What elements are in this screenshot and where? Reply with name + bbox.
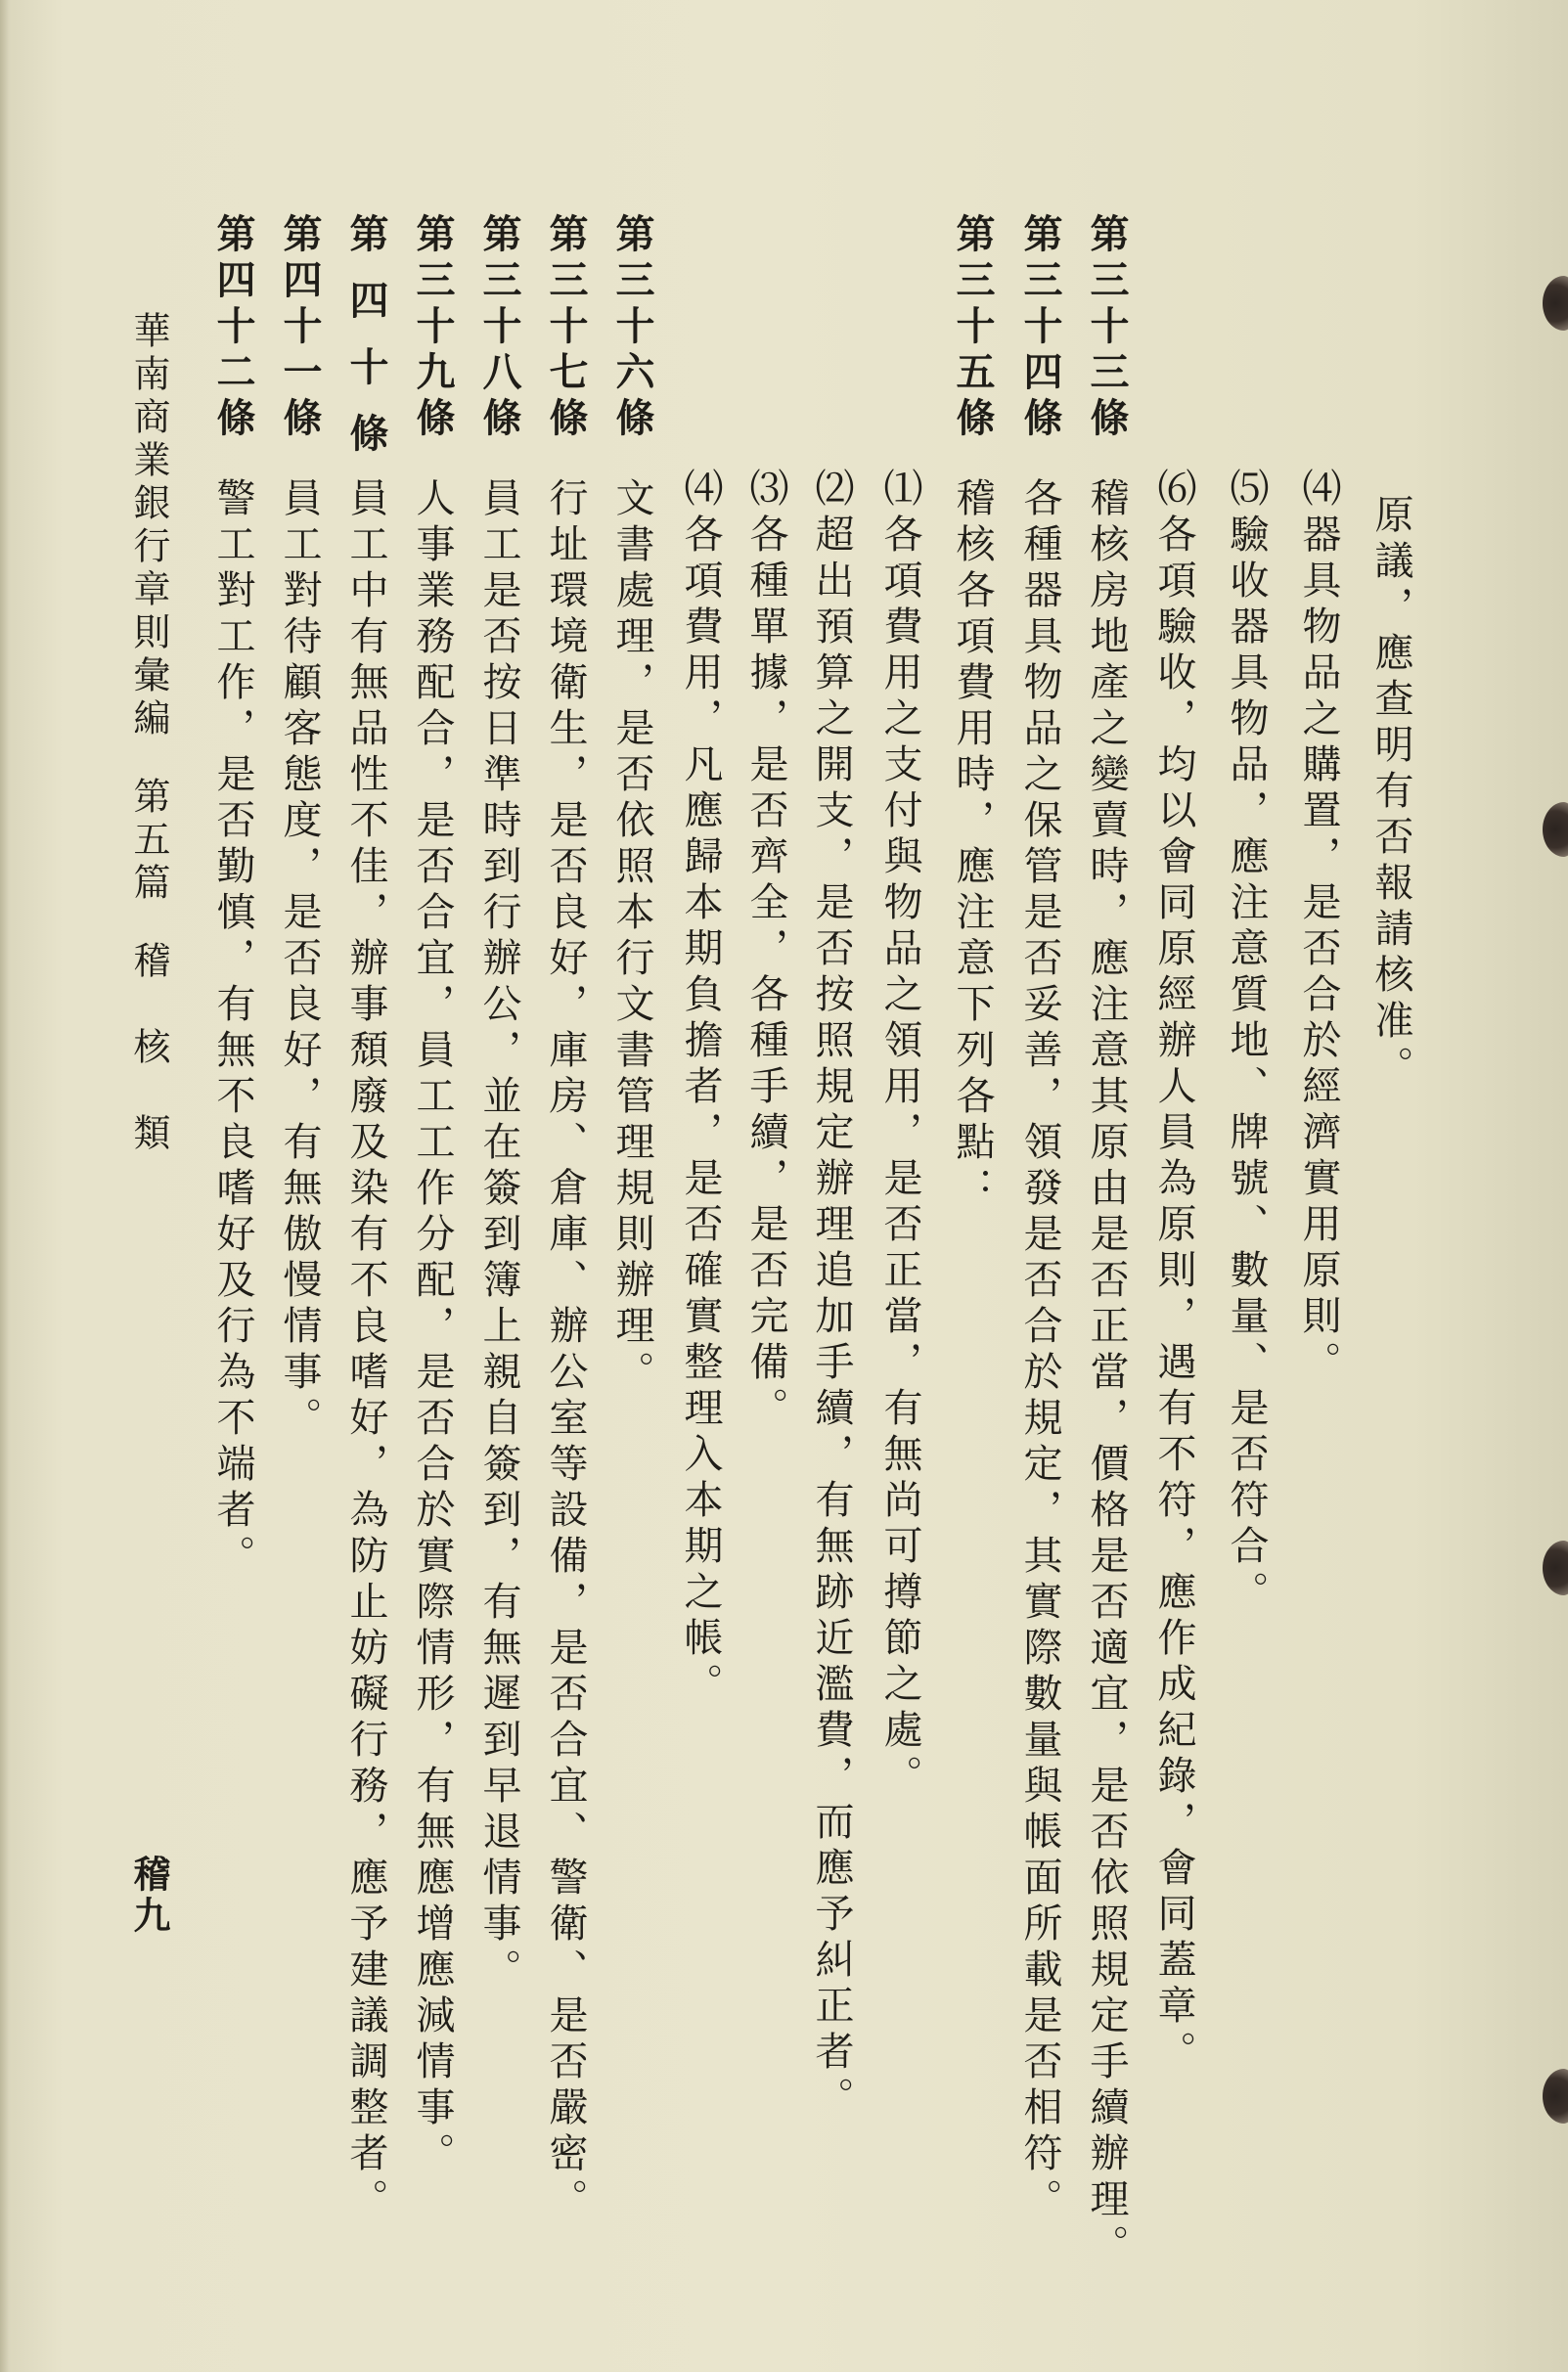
- binding-hole: [1543, 1541, 1568, 1595]
- article-33: [1081, 0, 1132, 2372]
- article-41-text: 員工對待顧客態度，是否良好，有無傲慢情事。: [277, 477, 322, 1443]
- sub-4-text: ⑷各項費用，凡應歸本期負擔者，是否確實整理入本期之帳。: [678, 468, 723, 1709]
- article-40-label: 第 四 十 條: [343, 213, 389, 459]
- article-38-text: 員工是否按日準時到行辦公，並在簽到簿上親自簽到，有無遲到早退情事。: [476, 477, 521, 1994]
- binding-hole: [1543, 276, 1568, 331]
- article-38-label: 第三十八條: [476, 213, 522, 443]
- sub-1-text: ⑴各項費用之支付與物品之領用，是否正當，有無尚可撙節之處。: [877, 468, 922, 1801]
- list-item: [874, 0, 925, 2372]
- article-35-label: 第三十五條: [950, 213, 996, 443]
- book-title: 華南商業銀行章則彙編: [127, 311, 170, 741]
- item-6-text: ⑹各項驗收，均以會同原經辦人員為原則，遇有不符，應作成紀錄，會同蓋章。: [1151, 468, 1196, 2077]
- article-36: [606, 0, 657, 2372]
- sub-2-text: ⑵超出預算之開支，是否按照規定辦理追加手續，有無跡近濫費，而應予糾正者。: [809, 468, 854, 2123]
- article-39: [407, 0, 458, 2372]
- article-42-label: 第四十二條: [210, 213, 256, 443]
- article-39-label: 第三十九條: [410, 213, 456, 443]
- item-5-text: ⑸驗收器具物品，應注意質地、牌號、數量、是否符合。: [1224, 468, 1269, 1617]
- article-37: [540, 0, 591, 2372]
- part-label: 第五篇: [127, 777, 170, 906]
- article-37-label: 第三十七條: [543, 213, 589, 443]
- item-4-text: ⑷器具物品之購置，是否合於經濟實用原則。: [1296, 468, 1341, 1387]
- article-33-text: 稽核房地產之變賣時，應注意其原由是否正當，價格是否適宜，是否依照規定手續辦理。: [1084, 477, 1129, 2270]
- article-40: [340, 0, 391, 2372]
- article-34-label: 第三十四條: [1017, 213, 1063, 443]
- continuation-column: [1366, 0, 1416, 2372]
- article-40-text: 員工中有無品性不佳，辦事頹廢及染有不良嗜好，為防止妨礙行務，應予建議調整者。: [343, 477, 388, 2224]
- article-36-label: 第三十六條: [609, 213, 655, 443]
- binding-edge: [0, 0, 10, 2372]
- list-item: [675, 0, 726, 2372]
- running-title: [125, 311, 172, 1156]
- article-38: [473, 0, 524, 2372]
- article-33-label: 第三十三條: [1084, 213, 1130, 443]
- article-34-text: 各種器具物品之保管是否妥善，領發是否合於規定，其實際數量與帳面所載是否相符。: [1017, 477, 1062, 2224]
- binding-hole: [1543, 2069, 1568, 2124]
- category-label: 稽 核 類: [127, 941, 170, 1156]
- article-37-text: 行址環境衛生，是否良好，庫房、倉庫、辦公室等設備，是否合宜、警衛、是否嚴密。: [543, 477, 588, 2224]
- list-item: [1293, 0, 1344, 2372]
- article-41: [274, 0, 325, 2372]
- list-item: [1221, 0, 1272, 2372]
- list-item: [1148, 0, 1199, 2372]
- article-35: [947, 0, 998, 2372]
- article-36-text: 文書處理，是否依照本行文書管理規則辦理。: [609, 477, 654, 1397]
- binding-hole: [1543, 802, 1568, 857]
- list-item: [806, 0, 857, 2372]
- continuation-text: 原議，應查明有否報請核准。: [1368, 494, 1413, 1092]
- list-item: [740, 0, 791, 2372]
- article-42: [207, 0, 258, 2372]
- sub-3-text: ⑶各種單據，是否齊全，各種手續，是否完備。: [743, 468, 788, 1433]
- article-34: [1014, 0, 1065, 2372]
- article-42-text: 警工對工作，是否勤慎，有無不良嗜好及行為不端者。: [210, 477, 255, 1581]
- article-35-text: 稽核各項費用時，應注意下列各點：: [950, 477, 995, 1213]
- page-number: 稽九: [127, 1855, 171, 1937]
- article-39-text: 人事業務配合，是否合宜，員工工作分配，是否合於實際情形，有無應增應減情事。: [410, 477, 455, 2178]
- article-41-label: 第四十一條: [277, 213, 323, 443]
